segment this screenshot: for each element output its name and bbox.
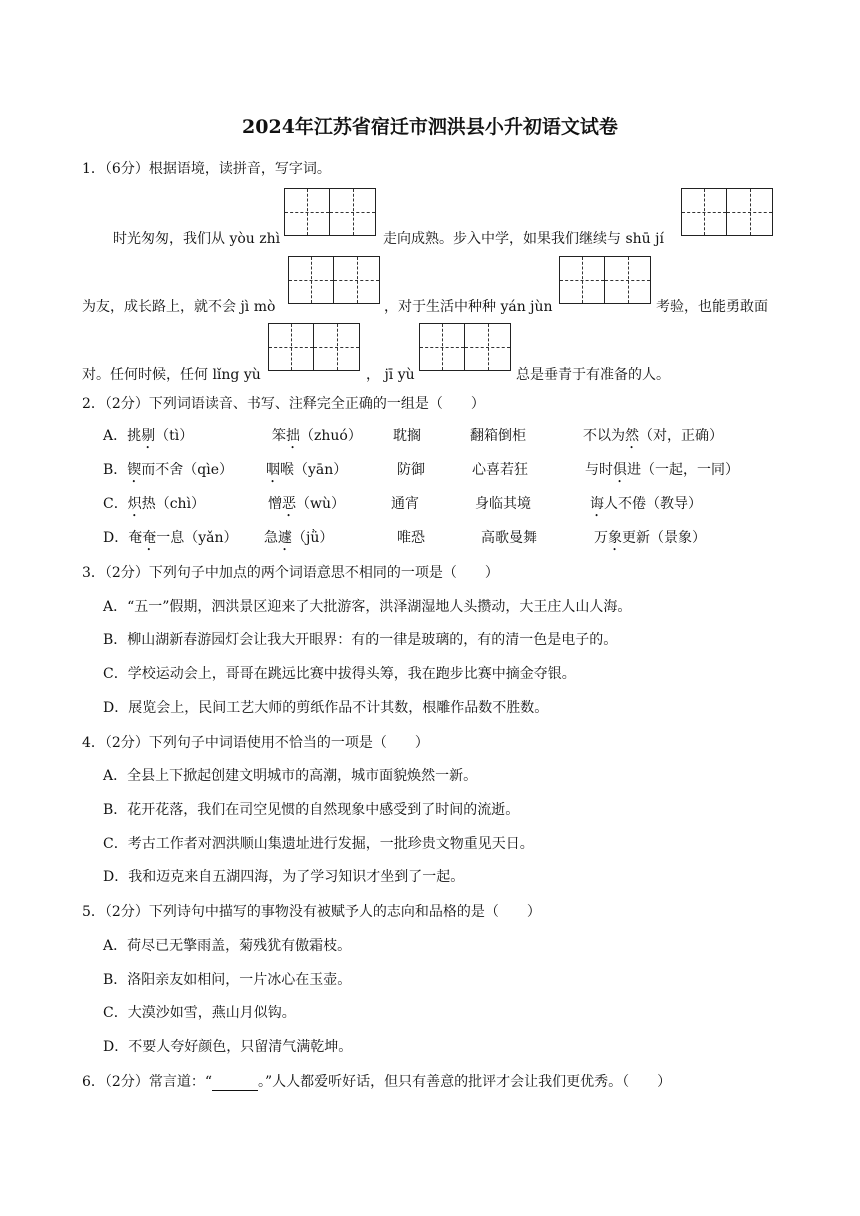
q2-option-a-col3: 耽搁 xyxy=(393,428,421,444)
question-4-stem: 4．（2分）下列句子中词语使用不恰当的一项是（ ） xyxy=(82,735,429,751)
answer-box-jimo[interactable] xyxy=(288,256,380,304)
answer-box-jiyu[interactable] xyxy=(419,323,511,371)
q1-line2-part1: 为友，成长路上，就不会 jì mò xyxy=(82,299,276,315)
q1-line1-part2: 走向成熟。步入中学，如果我们继续与 shū jí xyxy=(383,231,664,247)
q6-fill-blank[interactable] xyxy=(212,1074,258,1091)
q4-option-d: D．我和迈克来自五湖四海，为了学习知识才坐到了一起。 xyxy=(103,869,465,885)
answer-box-lingyu[interactable] xyxy=(268,323,360,371)
q2-option-d-col2: 急遽（jǜ） xyxy=(264,530,334,546)
q2-option-c-col4: 身临其境 xyxy=(475,496,531,512)
q4-option-b: B．花开花落，我们在司空见惯的自然现象中感受到了时间的流逝。 xyxy=(103,802,520,818)
q5-option-b: B．洛阳亲友如相问，一片冰心在玉壶。 xyxy=(103,972,352,988)
q1-line3-part1: 对。任何时候，任何 lǐng yù xyxy=(82,367,261,383)
q2-option-a-col5: 不以为然（对，正确） xyxy=(583,428,723,444)
q2-option-a-col2: 笨拙（zhuó） xyxy=(272,428,362,444)
q2-option-c-col1: C．炽热（chì） xyxy=(103,496,206,512)
q3-option-b: B．柳山湖新春游园灯会让我大开眼界：有的一律是玻璃的，有的清一色是电子的。 xyxy=(103,632,618,648)
q2-option-d-col1: D．奄奄一息（yǎn） xyxy=(103,530,238,546)
q5-option-c: C．大漠沙如雪，燕山月似钩。 xyxy=(103,1005,296,1021)
answer-box-yanjun[interactable] xyxy=(559,256,651,304)
q2-option-d-col4: 高歌曼舞 xyxy=(481,530,537,546)
q2-option-a-col1: A．挑剔（tì） xyxy=(103,428,194,444)
answer-box-youzhi[interactable] xyxy=(284,188,376,236)
question-2-stem: 2．（2分）下列词语读音、书写、注释完全正确的一组是（ ） xyxy=(82,396,485,412)
question-3-stem: 3．（2分）下列句子中加点的两个词语意思不相同的一项是（ ） xyxy=(82,565,499,581)
q2-option-a-col4: 翻箱倒柜 xyxy=(470,428,526,444)
q2-option-b-col4: 心喜若狂 xyxy=(472,462,528,478)
q3-option-d: D．展览会上，民间工艺大师的剪纸作品不计其数，根雕作品数不胜数。 xyxy=(103,700,549,716)
q2-option-d-col3: 唯恐 xyxy=(397,530,425,546)
q5-option-d: D．不要人夸好颜色，只留清气满乾坤。 xyxy=(103,1039,353,1055)
q5-option-a: A．荷尽已无擎雨盖，菊残犹有傲霜枝。 xyxy=(103,938,352,954)
question-1-stem: 1．（6分）根据语境，读拼音，写字词。 xyxy=(82,161,331,177)
question-6-stem: 6．（2分）常言道：“ 。”人人都爱听好话，但只有善意的批评才会让我们更优秀。（ ） xyxy=(82,1074,672,1090)
q1-line1-part1: 时光匆匆，我们从 yòu zhì xyxy=(113,231,281,247)
question-5-stem: 5．（2分）下列诗句中描写的事物没有被赋予人的志向和品格的是（ ） xyxy=(82,904,541,920)
q2-option-b-col1: B．锲而不舍（qìe） xyxy=(103,462,234,478)
q4-option-c: C．考古工作者对泗洪顺山集遗址进行发掘，一批珍贵文物重见天日。 xyxy=(103,836,534,852)
q1-line2-part2: ，对于生活中种种 yán jùn xyxy=(384,299,553,315)
q1-line2-part3: 考验，也能勇敢面 xyxy=(656,299,768,315)
q2-option-c-col3: 通宵 xyxy=(391,496,419,512)
q2-option-b-col5: 与时俱进（一起，一同） xyxy=(585,462,739,478)
q3-option-a: A．“五一”假期，泗洪景区迎来了大批游客，洪泽湖湿地人头攒动，大王庄人山人海。 xyxy=(103,599,632,615)
q4-option-a: A．全县上下掀起创建文明城市的高潮，城市面貌焕然一新。 xyxy=(103,768,478,784)
q2-option-c-col2: 憎恶（wù） xyxy=(268,496,345,512)
q2-option-b-col3: 防御 xyxy=(397,462,425,478)
q2-option-d-col5: 万象更新（景象） xyxy=(594,530,706,546)
q3-option-c: C．学校运动会上，哥哥在跳远比赛中拔得头筹，我在跑步比赛中摘金夺银。 xyxy=(103,666,576,682)
q1-line3-part2: ， jī yù xyxy=(366,367,415,383)
answer-box-shuji[interactable] xyxy=(681,188,773,236)
q2-option-c-col5: 诲人不倦（教导） xyxy=(590,496,702,512)
q1-line3-part3: 总是垂青于有准备的人。 xyxy=(516,367,670,383)
q2-option-b-col2: 咽喉（yān） xyxy=(266,462,348,478)
page-title: 2024年江苏省宿迁市泗洪县小升初语文试卷 xyxy=(242,116,618,138)
